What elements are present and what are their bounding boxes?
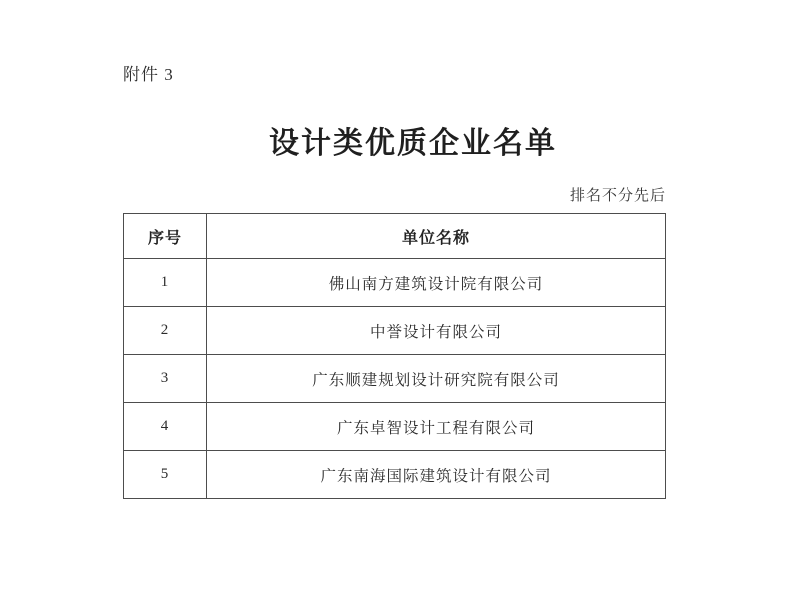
company-name-cell: 广东南海国际建筑设计有限公司 [207,451,666,499]
company-name-cell: 广东卓智设计工程有限公司 [207,403,666,451]
serial-number-cell: 1 [124,259,207,307]
company-name-cell: 广东顺建规划设计研究院有限公司 [207,355,666,403]
serial-number-cell: 3 [124,355,207,403]
rank-note: 排名不分先后 [569,188,666,204]
table-row [124,451,666,499]
table-row [124,259,666,307]
serial-number-cell: 2 [124,307,207,355]
table-row [124,307,666,355]
company-table [123,213,666,499]
table-row [124,355,666,403]
attachment-label: 附件 3 [123,65,174,84]
company-name-cell: 中誉设计有限公司 [207,307,666,355]
table-row [124,403,666,451]
column-header-company-name: 单位名称 [207,214,666,259]
serial-number-cell: 5 [124,451,207,499]
company-name-cell: 佛山南方建筑设计院有限公司 [207,259,666,307]
serial-number-cell: 4 [124,403,207,451]
page-title: 设计类优质企业名单 [269,127,557,160]
column-header-serial-number: 序号 [124,214,207,259]
table-header-row [124,214,666,259]
